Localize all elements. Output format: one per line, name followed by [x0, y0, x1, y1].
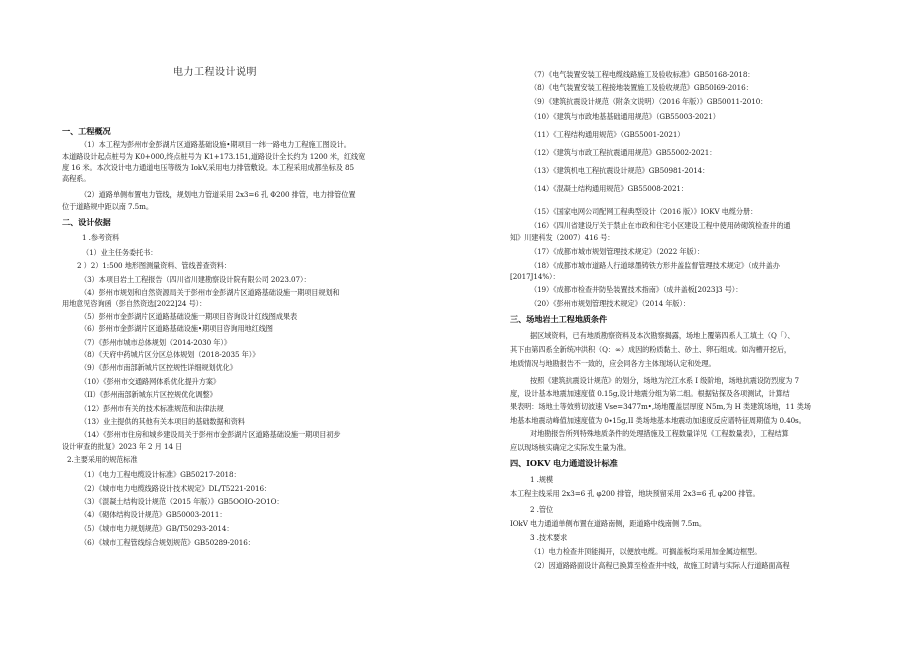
left-text-line: （1）本工程为彭州市金彭湖片区道路基础设施•期项目一纬一路电力工程施工图设计。 [80, 140, 351, 149]
right-text-line: 应以现场核实确定之实际发生量为准。 [510, 443, 631, 452]
right-text-line: （8）《电气装置安装工程接地装置施工及验收规范》GB50I69-2016： [530, 83, 753, 92]
left-text-line: （9）《彭州市南部新城片区控规性详细规划优化》 [80, 363, 237, 372]
left-text-line: （5）彭州市金彭湖片区道路基础设施一期项目咨询设计红线图成果表 [80, 312, 298, 321]
left-section-heading: 二、设计依据 [62, 217, 111, 227]
right-text-line: 1 .规模 [530, 475, 554, 484]
right-text-line: 本工程主线采用 2x3=6 孔 φ200 排管，地块预留采用 2x3=6 孔 φ200 排管。 [510, 489, 760, 498]
left-text-line: 2 ）2）1:500 地形图测量资料、管线普查资料： [77, 261, 232, 270]
left-text-line: （7）《彭州市城市总体规划（2014-2030 年）》 [80, 338, 231, 347]
right-text-line: 其下由第四系全新统冲洪积（Q：∞）成因的粉质黏土、砂土、卵石组成。如沟槽开挖后， [510, 345, 792, 354]
right-text-line: （1）电力检查井顶能揭开，以便放电缆。可搁盖板均采用加金属边框型。 [530, 547, 762, 556]
left-text-line: （14）《彭州市住房和城乡建设局关于彭州市金彭湖片区道路基础设施一期项目初步 [80, 430, 341, 439]
left-text-line: （2）《城市电力电缆线路设计技术规定》DL/T5221-2016： [80, 484, 272, 493]
right-text-line: 地基本地震动峰值加速度值为 0∙15g,II 类场地基本地震动加速度反应谱特征周期值为 0.40s。 [510, 416, 806, 425]
right-text-line: （12）《建筑与市政工程抗震通用规范》GB55002-2021： [530, 148, 717, 157]
right-text-line: （16）《四川省建设厅关于禁止在市政和住宅小区建设工程中使用砖砌筑检查井的通 [530, 221, 791, 230]
right-text-line: （20）《彭州市规划管理技术规定》（2014 年版）： [530, 299, 690, 308]
right-text-line: 度，设计基本地震加速度值 0.15g,设计地震分组为第二组。根据钻探及各项测试，计算结 [510, 389, 790, 398]
right-text-line: 地质情况与地勘报告不一致的，应会同各方主体现场认定和处理。 [510, 359, 716, 368]
right-text-line: （2）因道路路面设计高程已换算至检查井中线，故施工时请与实际人行道路面高程 [530, 561, 790, 570]
right-text-line: IOkV 电力通道单侧布置在道路南侧，距道路中线南侧 7.5m。 [510, 519, 707, 528]
left-text-line: 度 16 米。本次设计电力通道电压等级为 IokV,采用电力排管敷设。本工程采用成都坐标及 85 [62, 163, 354, 172]
left-section-heading: 一、工程概况 [62, 126, 111, 136]
right-text-line: 对地勘报告所列特殊地质条件的处理措施及工程数量详见《工程数量表》，工程结算 [530, 429, 789, 438]
right-text-line: （7）《电气装置安装工程电缆线路施工及验收标准》GB50168-2018： [530, 70, 755, 79]
left-text-line: （6）《城市工程管线综合规划规范》GB50289-2016： [80, 538, 255, 547]
document-title: 电力工程设计说明 [173, 67, 257, 78]
right-text-line: （17）《成都市城市规划管理技术规定》（2022 年版）： [530, 247, 705, 256]
left-text-line: 位于道路规中距以南 7.5m。 [62, 202, 153, 211]
right-text-line: （18）《成都市城市道路人行道球墨铸铁方形井盖监督管理技术规定》（成井盖办 [530, 261, 780, 270]
left-text-line: （3）《混凝土结构设计规范（2015 年版）》GB5OOIO-2O1O： [80, 497, 284, 506]
right-text-line: 2 .管位 [530, 505, 554, 514]
left-text-line: （II）《彭州南部新城东片区控规优化调整》 [80, 390, 217, 399]
right-text-line: 果表明：场地土等效剪切波速 Vse=3477m•,场地覆盖层厚度 N5m,为 H 类建筑场地，11 类场 [510, 402, 811, 411]
right-text-line: （15）《国家电网公司配网工程典型设计（2016 版）》IOKV 电缆分册： [530, 207, 758, 216]
right-text-line: （9）《建筑抗震设计规范（附条文说明）（2016 年版）》GB50011-2010： [530, 97, 768, 106]
left-text-line: 2.主要采用的规范标准 [67, 455, 138, 464]
left-text-line: （12）彭州市有关的技术标准规范和法律法规 [80, 404, 224, 413]
left-text-line: （8）《天府中药城片区分区总体规划（2018-2035 年）》 [80, 350, 260, 359]
right-text-line: （13）《建筑机电工程抗震设计规范》GB50981-2014： [530, 166, 710, 175]
left-text-line: （13）业主提供的其他有关本项目的基础数据和资料 [80, 417, 245, 426]
left-text-line: （6）彭州市金彭湖片区道路基础设施•期项目咨询用地红线图 [80, 324, 273, 333]
left-text-line: （3）本项目岩土工程报告（四川省川建勘察设计院有限公司 2023.07）： [80, 275, 311, 284]
left-text-line: （4）《砌体结构设计规范》GB50003-2011： [80, 510, 227, 519]
right-text-line: 按照《建筑抗震设计规范》的划分，场地为沱江水系 I 级阶地，场地抗震设防烈度为 7 [530, 376, 799, 385]
right-text-line: （10）《建筑与市政地基基础通用规范》（GB55003-2021） [530, 112, 720, 121]
right-text-line: 3 .技术要求 [530, 533, 568, 542]
right-section-heading: 四、IOKV 电力通道设计标准 [510, 458, 618, 468]
right-text-line: 知》川建科发（2007）416 号： [510, 233, 615, 242]
left-text-line: （1）《电力工程电缆设计标准》GB50217-2018： [80, 470, 241, 479]
left-text-line: 高程系。 [62, 174, 91, 183]
left-text-line: （10）《彭州市交通路网体系优化提升方案》 [80, 377, 221, 386]
right-text-line: （11）《工程结构通用规范》（GB55001-2021） [530, 130, 685, 139]
left-text-line: （5）《城市电力规划规范》GB/T50293-2014： [80, 524, 234, 533]
right-text-line: （14）《混凝土结构通用规范》GB55008-2021： [530, 184, 688, 193]
left-text-line: 设计审查的批复》2023 年 2 月 14 日 [62, 442, 183, 451]
right-text-line: [2017J14%）： [510, 272, 560, 281]
left-text-line: 本道路设计起点桩号为 K0+000,终点桩号为 K1+173.151,道路设计全长约为 1200 米，红线宽 [62, 152, 366, 161]
right-section-heading: 三、场地岩土工程地质条件 [510, 314, 608, 324]
right-text-line: （19）《成都市检查井防坠装置技术指南》（成井盖板[2023]3 号）： [530, 285, 743, 294]
left-text-line: 用地意见咨询函（彭自然资选[2022]24 号）： [62, 299, 207, 308]
left-text-line: （2）道路单侧布置电力管线，规划电力管道采用 2x3=6 孔 Φ200 排管，电力排管位置 [80, 190, 356, 199]
left-text-line: 1 .参考资料 [82, 233, 120, 242]
left-text-line: （1）业主任务委托书： [82, 248, 158, 257]
right-text-line: 据区域资料，已有地质勘察资料及本次勘察揭露，场地上覆第四系人工填土（Q「）、 [530, 331, 795, 340]
left-text-line: （4）彭州市规划和自然资源局关于彭州市金彭湖片区道路基础设施一期项目规划和 [80, 288, 340, 297]
